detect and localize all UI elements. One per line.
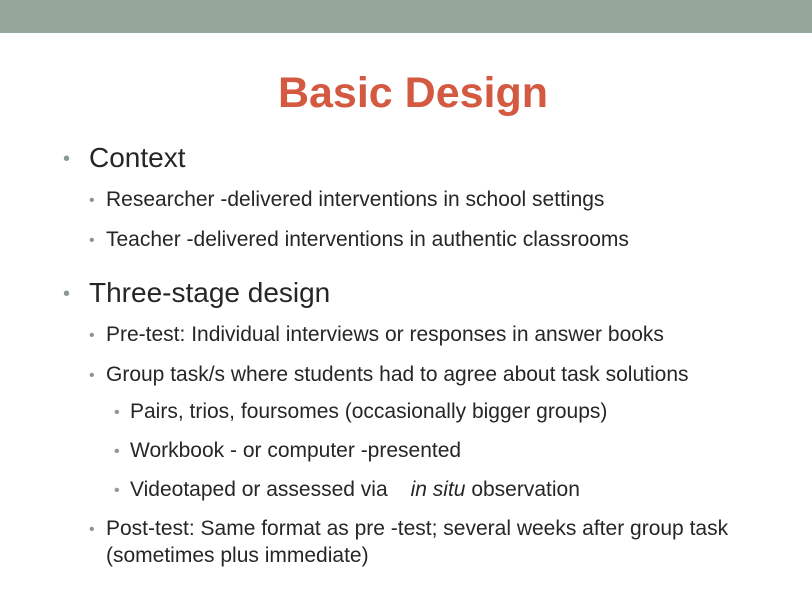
bullet-text: Context [89, 142, 186, 173]
slide-title: Basic Design [277, 69, 549, 117]
videotaped-prefix: Videotaped or assessed via [130, 478, 388, 501]
bullet-dot: • [89, 367, 95, 384]
bullet-text-line1: Post-test: Same format as pre -test; several weeks after group task [106, 517, 729, 540]
bullet-text: Pre-test: Individual interviews or responses in answer books [106, 323, 664, 346]
bullet-dot: • [114, 404, 120, 421]
bullet-dot: • [89, 192, 95, 209]
bullet-dot: • [114, 443, 120, 460]
bullet-text: Pairs, trios, foursomes (occasionally bigger groups) [130, 400, 608, 423]
bullet-text: Workbook - or computer -presented [130, 439, 462, 462]
bullet-text [130, 476, 580, 504]
bullet-dot: • [63, 148, 71, 170]
videotaped-suffix: observation [471, 478, 580, 501]
bullet-dot: • [89, 327, 95, 344]
bullet-dot: • [63, 283, 71, 305]
bullet-text: Teacher -delivered interventions in authentic classrooms [106, 228, 629, 251]
videotaped-italic: in situ [410, 478, 466, 501]
bullet-text-line2: (sometimes plus immediate) [106, 544, 369, 567]
bullet-text: Three-stage design [89, 277, 331, 308]
bullet-dot: • [89, 232, 95, 249]
bullet-dot: • [89, 521, 95, 538]
bullet-text: Researcher -delivered interventions in school settings [106, 188, 605, 211]
bullet-text: Group task/s where students had to agree about task solutions [106, 363, 689, 386]
bullet-dot: • [114, 482, 120, 499]
